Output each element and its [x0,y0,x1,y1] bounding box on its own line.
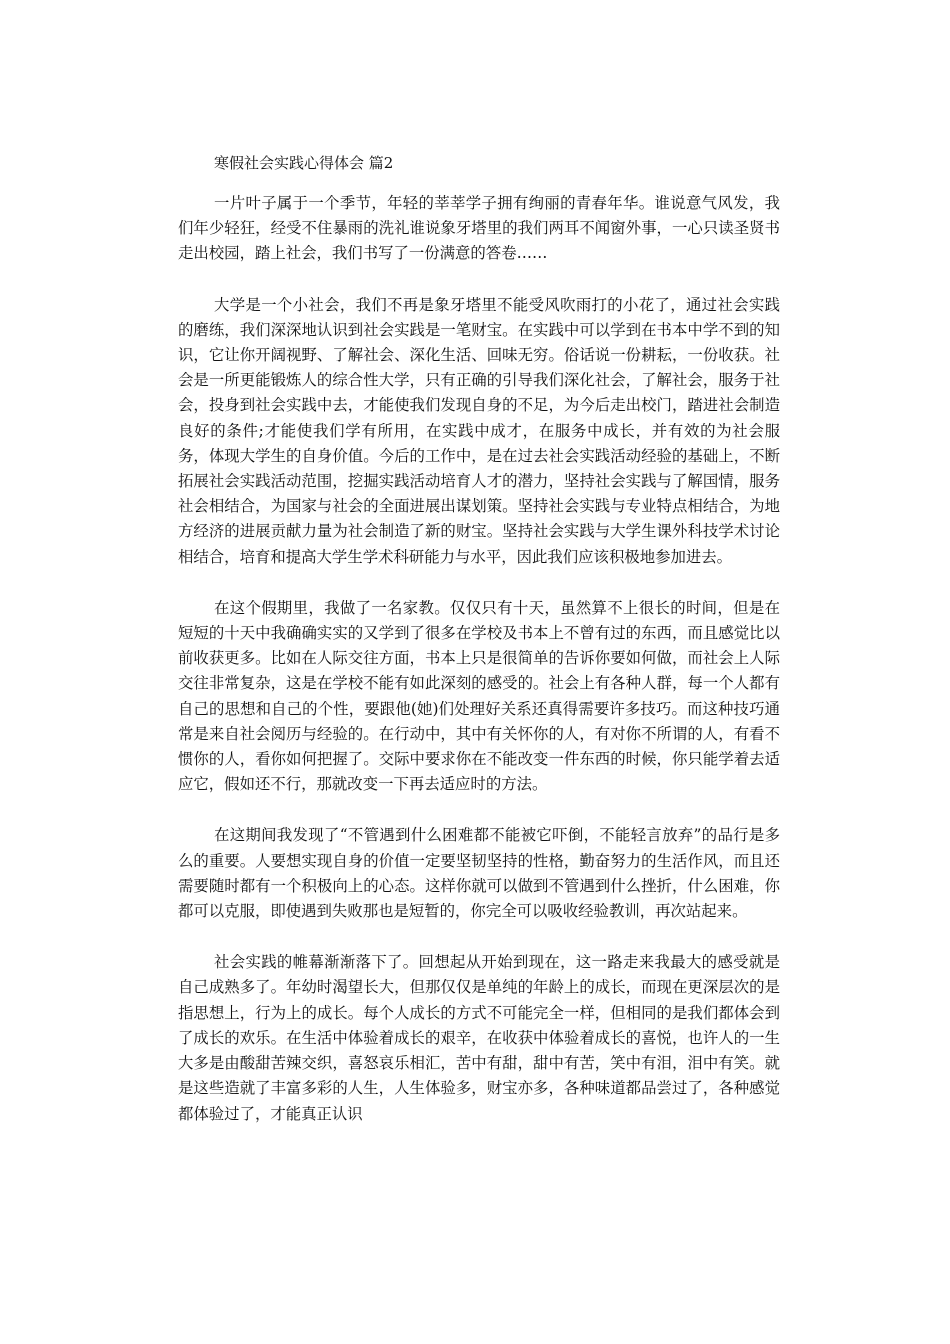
paragraph-4: 在这期间我发现了“不管遇到什么困难都不能被它吓倒，不能轻言放弃”的品行是多么的重要。人要想实现自身的价值一定要坚韧坚持的性格，勤奋努力的生活作风，而且还需要随时都有一个积极向上的心态。这样你就可以做到不管遇到什么挫折，什么困难，你都可以克服，即使遇到失败那也是短暂的，你完全可以吸收经验教训，再次站起来。 [178,826,780,921]
paragraph-5: 社会实践的帷幕渐渐落下了。回想起从开始到现在，这一路走来我最大的感受就是自己成熟多了。年幼时渴望长大，但那仅仅是单纯的年龄上的成长，而现在更深层次的是指思想上，行为上的成长。每个人成长的方式不可能完全一样，但相同的是我们都体会到了成长的欢乐。在生活中体验着成长的艰辛，在收获中体验着成长的喜悦，也许人的一生大多是由酸甜苦辣交织，喜怒哀乐相汇，苦中有甜，甜中有苦，笑中有泪，泪中有笑。就是这些造就了丰富多彩的人生，人生体验多，财宝亦多，各种味道都品尝过了，各种感觉都体验过了，才能真正认识 [178,953,780,1123]
document-page [178,150,780,1153]
paragraph-1: 一片叶子属于一个季节，年轻的莘莘学子拥有绚丽的青春年华。谁说意气风发，我们年少轻狂，经受不住暴雨的洗礼谁说象牙塔里的我们两耳不闻窗外事，一心只读圣贤书走出校园，踏上社会，我们书写了一份满意的答卷…… [178,194,780,263]
paragraph-3: 在这个假期里，我做了一名家教。仅仅只有十天，虽然算不上很长的时间，但是在短短的十天中我确确实实的又学到了很多在学校及书本上不曾有过的东西，而且感觉比以前收获更多。比如在人际交往方面，书本上只是很简单的告诉你要如何做，而社会上人际交往非常复杂，这是在学校不能有如此深刻的感受的。社会上有各种人群，每一个人都有自己的思想和自己的个性，要跟他(她)们处理好关系还真得需要许多技巧。而这种技巧通常是来自社会阅历与经验的。在行动中，其中有关怀你的人，有对你不所谓的人，有看不惯你的人，看你如何把握了。交际中要求你在不能改变一件东西的时候，你只能学着去适应它，假如还不行，那就改变一下再去适应时的方法。 [178,598,780,794]
document-title: 寒假社会实践心得体会 篇2 [214,154,394,172]
paragraph-2: 大学是一个小社会，我们不再是象牙塔里不能受风吹雨打的小花了，通过社会实践的磨练，我们深深地认识到社会实践是一笔财宝。在实践中可以学到在书本中学不到的知识，它让你开阔视野、了解社会、深化生活、回味无穷。俗话说一份耕耘，一份收获。社会是一所更能锻炼人的综合性大学，只有正确的引导我们深化社会，了解社会，服务于社会，投身到社会实践中去，才能使我们发现自身的不足，为今后走出校门，踏进社会制造良好的条件;才能使我们学有所用，在实践中成才，在服务中成长，并有效的为社会服务，体现大学生的自身价值。今后的工作中，是在过去社会实践活动经验的基础上，不断拓展社会实践活动范围，挖掘实践活动培育人才的潜力，坚持社会实践与了解国情，服务社会相结合，为国家与社会的全面进展出谋划策。坚持社会实践与专业特点相结合，为地方经济的进展贡献力量为社会制造了新的财宝。坚持社会实践与大学生课外科技学术讨论相结合，培育和提高大学生学术科研能力与水平，因此我们应该积极地参加进去。 [178,295,780,566]
